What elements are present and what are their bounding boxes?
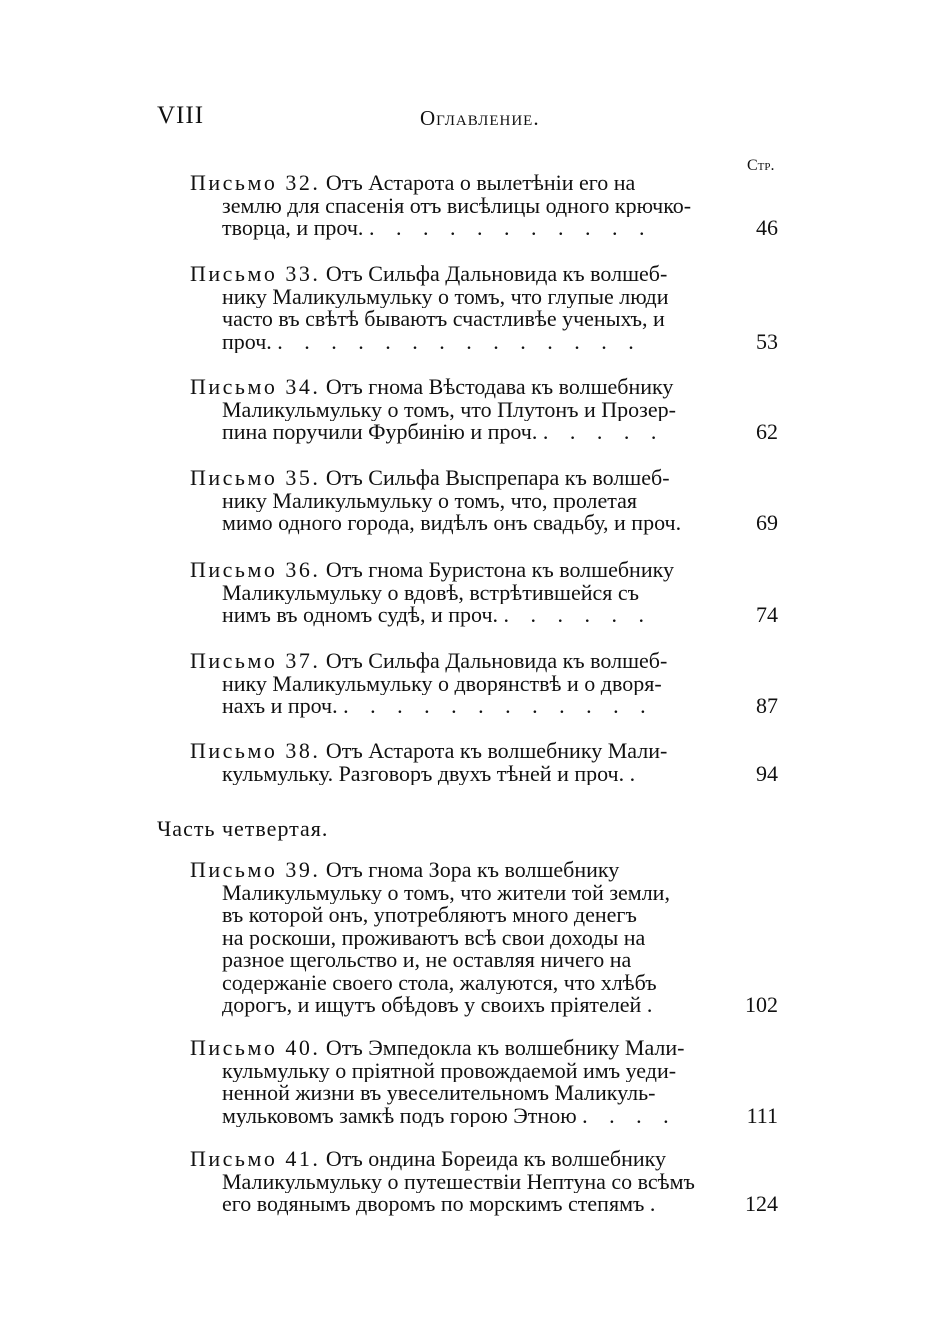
toc-entry[interactable] xyxy=(190,376,780,444)
toc-entry-line xyxy=(190,927,720,950)
toc-entry-text: Маликульмульку о томъ, что жители той земли, xyxy=(222,881,670,904)
toc-entry-line xyxy=(190,949,720,972)
toc-entry-text: творца, и проч. xyxy=(222,217,364,240)
letter-label: Письмо 36. xyxy=(190,559,321,582)
toc-entry-line xyxy=(190,994,720,1017)
page-reference: 53 xyxy=(756,328,778,354)
letter-label: Письмо 35. xyxy=(190,467,321,490)
toc-entry-line xyxy=(190,859,720,882)
toc-entry-line xyxy=(190,1060,720,1083)
letter-label: Письмо 37. xyxy=(190,650,321,673)
toc-entry-text: пина поручили Фурбинію и проч. xyxy=(222,421,538,444)
toc-entry-line xyxy=(190,650,720,673)
toc-entry-text: Отъ гнома Зора къ волшебнику xyxy=(325,859,620,882)
toc-entry-line xyxy=(190,582,720,605)
toc-entry-text: дорогъ, и ищутъ обѣдовъ у своихъ пріятелей xyxy=(222,994,642,1017)
toc-entry-text: Отъ Астарота къ волшебнику Мали- xyxy=(325,740,668,763)
toc-entry-line xyxy=(190,673,720,696)
toc-entry[interactable] xyxy=(190,740,780,785)
toc-entry-text: Маликульмульку о томъ, что Плутонъ и Прозер- xyxy=(222,398,676,421)
toc-entry-line xyxy=(190,195,720,218)
toc-entry[interactable] xyxy=(190,650,780,718)
toc-entry-line xyxy=(190,421,720,444)
page-reference: 46 xyxy=(756,215,778,240)
toc-entry-text: нику Маликульмульку о томъ, что глупые люди xyxy=(222,285,669,308)
toc-entry-text: нахъ и проч. xyxy=(222,695,338,718)
toc-entry-line xyxy=(190,695,720,718)
toc-entry-text: разное щегольство и, не оставляя ничего на xyxy=(222,949,632,972)
toc-entry-text: проч. xyxy=(222,330,272,353)
letter-label: Письмо 41. xyxy=(190,1148,321,1171)
toc-entry[interactable] xyxy=(190,1148,780,1216)
toc-entry-text: часто въ свѣтѣ бываютъ счастливѣе ученыхъ, и xyxy=(222,308,665,331)
part-heading: Часть четвертая. xyxy=(157,816,329,841)
page-number: VIII xyxy=(157,102,205,129)
pages-column-label: Стр. xyxy=(747,157,775,174)
toc-entry-line xyxy=(190,904,720,927)
toc-entry-text: Отъ Сильфа Дальновида къ волшеб- xyxy=(325,650,668,673)
toc-entry-line xyxy=(190,1171,720,1194)
toc-entry-line xyxy=(190,217,720,240)
toc-entry-line xyxy=(190,559,720,582)
toc-entry-line xyxy=(190,1193,720,1216)
letter-label: Письмо 34. xyxy=(190,376,321,399)
dot-leader: . xyxy=(646,994,661,1017)
toc-entry-text: на роскоши, проживаютъ всѣ свои доходы на xyxy=(222,926,646,949)
toc-entry-text: нимъ въ одномъ судѣ, и проч. xyxy=(222,604,499,627)
toc-entry-text: кульмульку о пріятной провождаемой имъ уеди- xyxy=(222,1059,677,1082)
toc-entry-line xyxy=(190,399,720,422)
letter-label: Письмо 40. xyxy=(190,1037,321,1060)
letter-label: Письмо 33. xyxy=(190,263,321,286)
toc-entry-text: Отъ Астарота о вылетѣніи его на xyxy=(325,172,636,195)
toc-entry-text: его водянымъ дворомъ по морскимъ степямъ xyxy=(222,1193,645,1216)
toc-entry-line xyxy=(190,972,720,995)
dot-leader: . . . . . . . . . . . xyxy=(368,217,653,240)
letter-label: Письмо 38. xyxy=(190,740,321,763)
toc-entry[interactable] xyxy=(190,559,780,627)
toc-entry-line xyxy=(190,286,720,309)
page-reference: 102 xyxy=(745,992,778,1017)
toc-entry-text: въ которой онъ, употребляютъ много денегъ xyxy=(222,904,637,927)
toc-entry-line xyxy=(190,882,720,905)
dot-leader: . . . . . . . . . . . . . . xyxy=(277,330,642,353)
toc-entry-line xyxy=(190,467,720,490)
toc-entry-text: нику Маликульмульку о томъ, что, пролетая xyxy=(222,489,638,512)
toc-entry-line xyxy=(190,308,720,331)
toc-entry-line xyxy=(190,490,720,513)
toc-entry-line xyxy=(190,172,720,195)
page-reference: 62 xyxy=(756,419,778,444)
toc-entry-text: содержаніе своего стола, жалуются, что хлѣбъ xyxy=(222,971,657,994)
toc-entry[interactable] xyxy=(190,172,780,240)
toc-entry-line xyxy=(190,763,720,786)
page-reference: 74 xyxy=(756,602,778,627)
page-reference: 69 xyxy=(756,510,778,535)
toc-entry-line xyxy=(190,263,720,286)
toc-entry-line xyxy=(190,331,720,354)
toc-entry-text: мимо одного города, видѣлъ онъ свадьбу, и проч. xyxy=(222,512,682,535)
toc-entry-line xyxy=(190,740,720,763)
toc-entry[interactable] xyxy=(190,263,780,353)
toc-entry-text: нику Маликульмульку о дворянствѣ и о дворя- xyxy=(222,672,662,695)
dot-leader: . xyxy=(649,1193,664,1216)
toc-entry-line xyxy=(190,512,720,535)
toc-entry-text: Отъ Сильфа Дальновида къ волшеб- xyxy=(325,263,668,286)
toc-entry-text: Отъ Сильфа Выспрепара къ волшеб- xyxy=(325,467,670,490)
page-reference: 124 xyxy=(745,1191,778,1216)
toc-entry-line xyxy=(190,1082,720,1105)
toc-entry-text: Отъ Эмпедокла къ волшебнику Мали- xyxy=(325,1037,685,1060)
toc-entry-line xyxy=(190,1148,720,1171)
toc-entry-text: ненной жизни въ увеселительномъ Маликуль- xyxy=(222,1082,656,1105)
toc-entry-text: Маликульмульку о путешествіи Нептуна со всѣмъ xyxy=(222,1170,695,1193)
page-title: Оглавление. xyxy=(420,106,540,130)
toc-entry-line xyxy=(190,604,720,627)
dot-leader: . . . . . . . . . . . . xyxy=(343,695,654,718)
dot-leader: . . . . xyxy=(582,1104,677,1127)
toc-entry-text: Маликульмульку о вдовѣ, встрѣтившейся съ xyxy=(222,581,640,604)
page-reference: 111 xyxy=(746,1102,778,1128)
page-reference: 94 xyxy=(756,760,778,786)
toc-entry-text: кульмульку. Разговоръ двухъ тѣней и проч. xyxy=(222,762,625,785)
toc-entry-text: Отъ гнома Буристона къ волшебнику xyxy=(325,559,674,582)
toc-entry-text: Отъ ондина Бореида къ волшебнику xyxy=(325,1148,666,1171)
dot-leader: . xyxy=(629,762,644,785)
toc-entry-text: землю для спасенія отъ висѣлицы одного крючко- xyxy=(222,194,692,217)
toc-entry[interactable] xyxy=(190,467,780,535)
dot-leader: . . . . . xyxy=(542,421,665,444)
toc-entry[interactable] xyxy=(190,1037,780,1127)
toc-entry-text: мульковомъ замкѣ подъ горою Этною xyxy=(222,1104,577,1127)
letter-label: Письмо 32. xyxy=(190,172,321,195)
toc-entry[interactable] xyxy=(190,859,780,1017)
toc-entry-line xyxy=(190,1105,720,1128)
dot-leader: . . . . . . xyxy=(503,604,653,627)
toc-entry-text: Отъ гнома Вѣстодава къ волшебнику xyxy=(325,376,674,399)
page-reference: 87 xyxy=(756,693,778,718)
letter-label: Письмо 39. xyxy=(190,859,321,882)
toc-entry-line xyxy=(190,376,720,399)
toc-entry-line xyxy=(190,1037,720,1060)
